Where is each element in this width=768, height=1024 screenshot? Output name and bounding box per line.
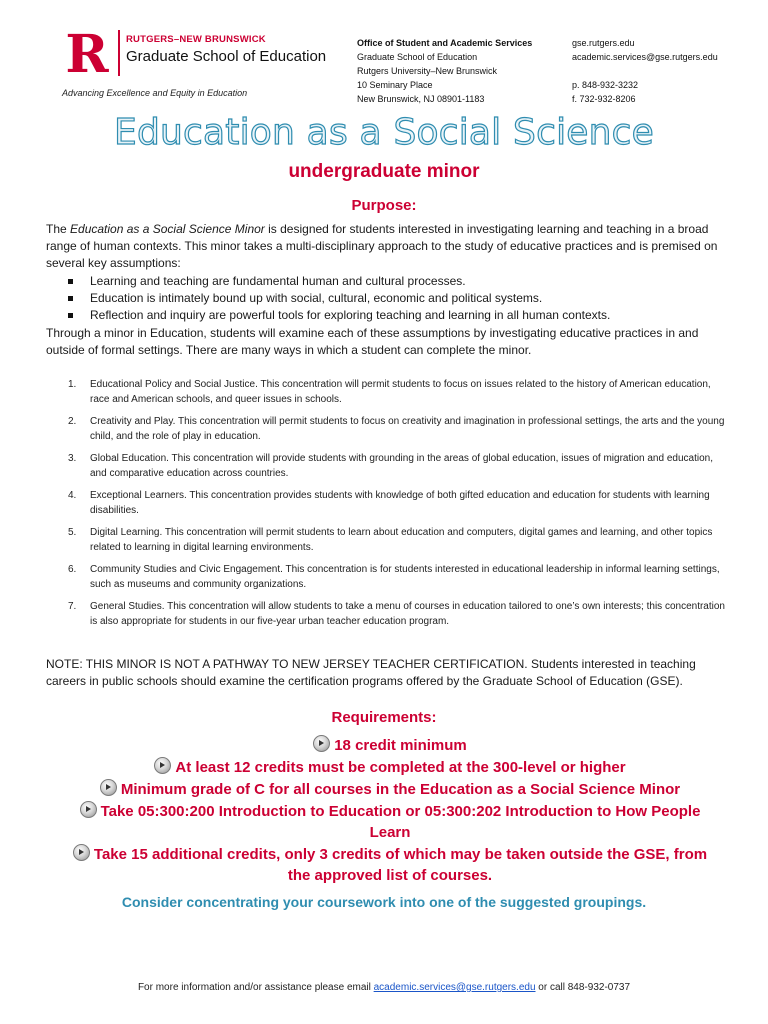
- play-button-icon: [100, 779, 117, 796]
- intro-paragraph: [46, 221, 726, 272]
- tagline: Advancing Excellence and Equity in Education: [62, 88, 248, 98]
- document-title: Education as a Social Science: [114, 112, 654, 153]
- office-line: Graduate School of Education: [357, 52, 478, 62]
- letterhead: [0, 0, 768, 110]
- intro-prefix: The: [46, 222, 71, 236]
- assumption-item: Learning and teaching are fundamental human and cultural processes.: [66, 273, 610, 290]
- requirement-item: [60, 757, 720, 778]
- concentration-item: [68, 488, 728, 518]
- assumptions-list: [66, 273, 610, 324]
- play-button-icon: [80, 801, 97, 818]
- item-number: 3.: [68, 453, 77, 464]
- concentration-text: Educational Policy and Social Justice. This concentration will permit students to focus on issues related to the history of American education, race and American schools, and queer issues in schools.: [90, 379, 711, 405]
- concentration-item: [68, 414, 728, 444]
- footer-suffix: or call 848-932-0737: [535, 982, 631, 993]
- minor-name: Education as a Social Science Minor: [70, 222, 265, 236]
- office-title: Office of Student and Academic Services: [357, 38, 533, 48]
- item-number: 1.: [68, 379, 77, 390]
- requirement-text: Take 15 additional credits, only 3 credits of which may be taken outside the GSE, from the approved list of courses.: [93, 846, 708, 884]
- concentration-item: [68, 377, 728, 407]
- logo-divider: [118, 30, 120, 76]
- office-address-block: [357, 36, 532, 106]
- concentration-text: Digital Learning. This concentration will permit students to learn about education and computers, digital games and learning, and other topics related to learning in digital learning environments.: [90, 527, 713, 553]
- concentration-text: Exceptional Learners. This concentration provides students with knowledge of both gifted education and education for students with learning disabilities.: [90, 490, 710, 516]
- website-text: gse.rutgers.edu: [572, 38, 635, 48]
- office-line: 10 Seminary Place: [357, 80, 433, 90]
- phone-text: p. 848-932-3232: [572, 80, 639, 90]
- requirement-text: At least 12 credits must be completed at the 300-level or higher: [175, 759, 626, 776]
- item-number: 4.: [68, 490, 77, 501]
- footer: [0, 982, 768, 993]
- item-number: 7.: [68, 601, 77, 612]
- requirement-text: Minimum grade of C for all courses in the Education as a Social Science Minor: [120, 781, 681, 798]
- play-button-icon: [154, 757, 171, 774]
- fax-text: f. 732-932-8206: [572, 94, 636, 104]
- concentration-item: [68, 525, 728, 555]
- concentration-text: Community Studies and Civic Engagement. This concentration is for students interested in educational leadership in informal learning settings, such as museums and community organizations.: [90, 564, 720, 590]
- requirement-text: 18 credit minimum: [334, 737, 467, 754]
- rutgers-r-logo: [63, 28, 111, 76]
- footer-prefix: For more information and/or assistance please email: [137, 982, 374, 993]
- office-line: Rutgers University–New Brunswick: [357, 66, 498, 76]
- assumption-item: Education is intimately bound up with social, cultural, economic and political systems.: [66, 290, 610, 307]
- item-number: 2.: [68, 416, 77, 427]
- assumption-item: Reflection and inquiry are powerful tools for exploring teaching and learning in all human contexts.: [66, 307, 610, 324]
- email-text: academic.services@gse.rutgers.edu: [572, 52, 718, 62]
- concentration-text: Global Education. This concentration will provide students with grounding in the areas of global education, issues of migration and education, and comparative education across countries.: [90, 453, 713, 479]
- item-number: 6.: [68, 564, 77, 575]
- outro-paragraph: Through a minor in Education, students will examine each of these assumptions by investigating educative practices in and outside of formal settings. There are many ways in which a student can complete the minor.: [46, 326, 699, 357]
- office-line: New Brunswick, NJ 08901-1183: [357, 94, 485, 104]
- svg-text:R: R: [65, 28, 109, 76]
- concentrations-list: [68, 377, 728, 636]
- play-button-icon: [73, 844, 90, 861]
- logo-school-name: Graduate School of Education: [126, 48, 327, 65]
- logo-university-name: RUTGERS–NEW BRUNSWICK: [126, 34, 266, 45]
- consider-callout: Consider concentrating your coursework into one of the suggested groupings.: [121, 894, 647, 910]
- purpose-heading: Purpose:: [351, 197, 417, 214]
- contact-block: [572, 36, 718, 106]
- intro-rest: is designed for students interested in investigating learning and teaching in a broad range of human contexts. This minor takes a multi-disciplinary approach to the study of educative practices and is premised on several key assumptions:: [46, 222, 718, 270]
- concentration-item: [68, 599, 728, 629]
- document-subtitle: undergraduate minor: [288, 161, 480, 182]
- requirement-text: Take 05:300:200 Introduction to Education or 05:300:202 Introduction to How People Learn: [100, 803, 701, 841]
- item-number: 5.: [68, 527, 77, 538]
- concentration-text: Creativity and Play. This concentration will permit students to focus on creativity and imagination in professional settings, the arts and the young child, and the role of play in education.: [90, 416, 725, 442]
- play-button-icon: [313, 735, 330, 752]
- concentration-text: General Studies. This concentration will allow students to take a menu of courses in education tailored to one’s own interests; this concentration is also appropriate for students in our five-year urban teacher education program.: [90, 601, 725, 627]
- requirement-item: [60, 844, 720, 886]
- requirement-item: [60, 801, 720, 843]
- requirement-item: [60, 779, 720, 800]
- requirement-item: [60, 735, 720, 756]
- footer-email-link[interactable]: academic.services@gse.rutgers.edu: [373, 982, 536, 993]
- certification-note: NOTE: THIS MINOR IS NOT A PATHWAY TO NEW JERSEY TEACHER CERTIFICATION. Students interested in teaching careers in public schools should examine the certification programs offered by the Graduate School of Education (GSE).: [46, 657, 696, 688]
- requirements-heading: Requirements:: [331, 709, 437, 726]
- concentration-item: [68, 562, 728, 592]
- concentration-item: [68, 451, 728, 481]
